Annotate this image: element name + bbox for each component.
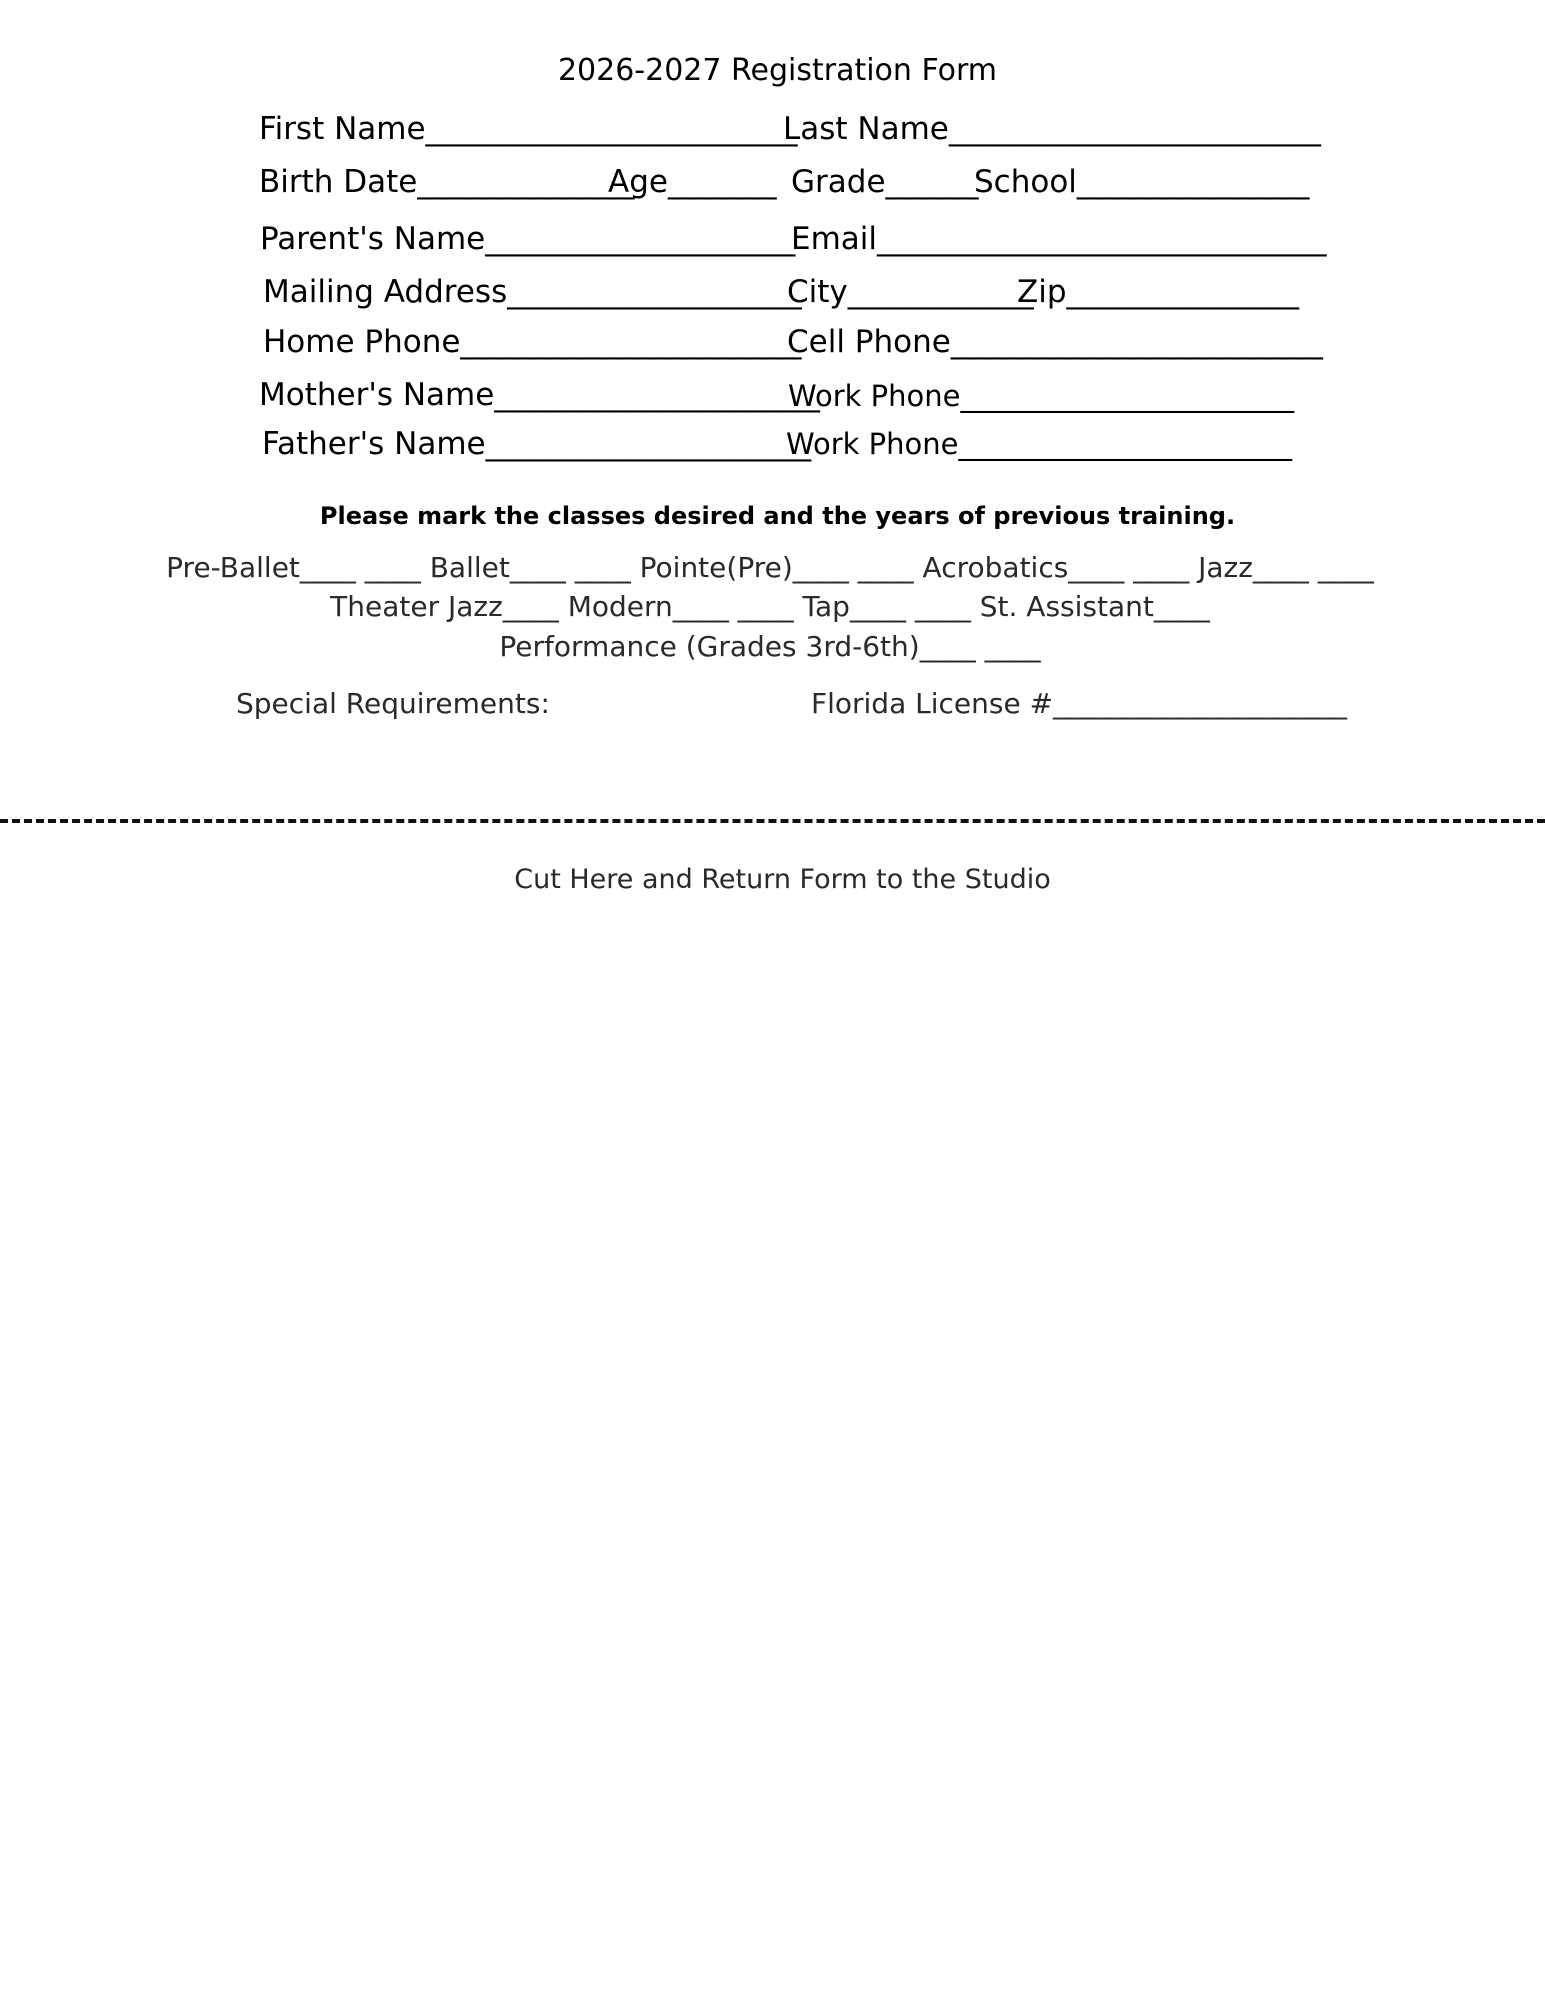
zip-field[interactable]: Zip_______________ [1017,274,1300,310]
cell-phone-field[interactable]: Cell Phone________________________ [787,324,1323,360]
class-instructions: Please mark the classes desired and the years of previous training. [319,502,1236,530]
city-field[interactable]: City____________ [787,274,1034,310]
florida-license-field[interactable]: Florida License #_____________________ [811,687,1348,720]
mothers-name-field[interactable]: Mother's Name_____________________ [259,377,820,413]
email-field[interactable]: Email_____________________________ [791,221,1327,257]
classes-line-1[interactable]: Pre-Ballet____ ____ Ballet____ ____ Pointe(Pre)____ ____ Acrobatics____ ____ Jazz____ ____ [166,551,1374,584]
classes-line-2[interactable]: Theater Jazz____ Modern____ ____ Tap____ ____ St. Assistant____ [330,590,1210,623]
mailing-address-field[interactable]: Mailing Address___________________ [263,274,802,310]
parents-name-field[interactable]: Parent's Name____________________ [260,221,796,257]
father-work-phone-field[interactable]: Work Phone_______________________ [786,427,1292,461]
mother-work-phone-field[interactable]: Work Phone_______________________ [788,379,1294,413]
cut-line-divider [0,819,1545,823]
age-field[interactable]: Age_______ [608,164,777,200]
first-name-field[interactable]: First Name________________________ [259,111,798,147]
school-field[interactable]: School_______________ [974,164,1310,200]
cut-here-note: Cut Here and Return Form to the Studio [514,864,1051,895]
special-requirements-label: Special Requirements: [236,687,550,720]
page-title: 2026-2027 Registration Form [557,53,998,88]
classes-line-3[interactable]: Performance (Grades 3rd-6th)____ ____ [499,630,1041,663]
last-name-field[interactable]: Last Name________________________ [783,111,1321,147]
home-phone-field[interactable]: Home Phone______________________ [263,324,802,360]
grade-field[interactable]: Grade______ [791,164,979,200]
birth-date-field[interactable]: Birth Date______________ [259,164,635,200]
fathers-name-field[interactable]: Father's Name_____________________ [262,426,812,462]
